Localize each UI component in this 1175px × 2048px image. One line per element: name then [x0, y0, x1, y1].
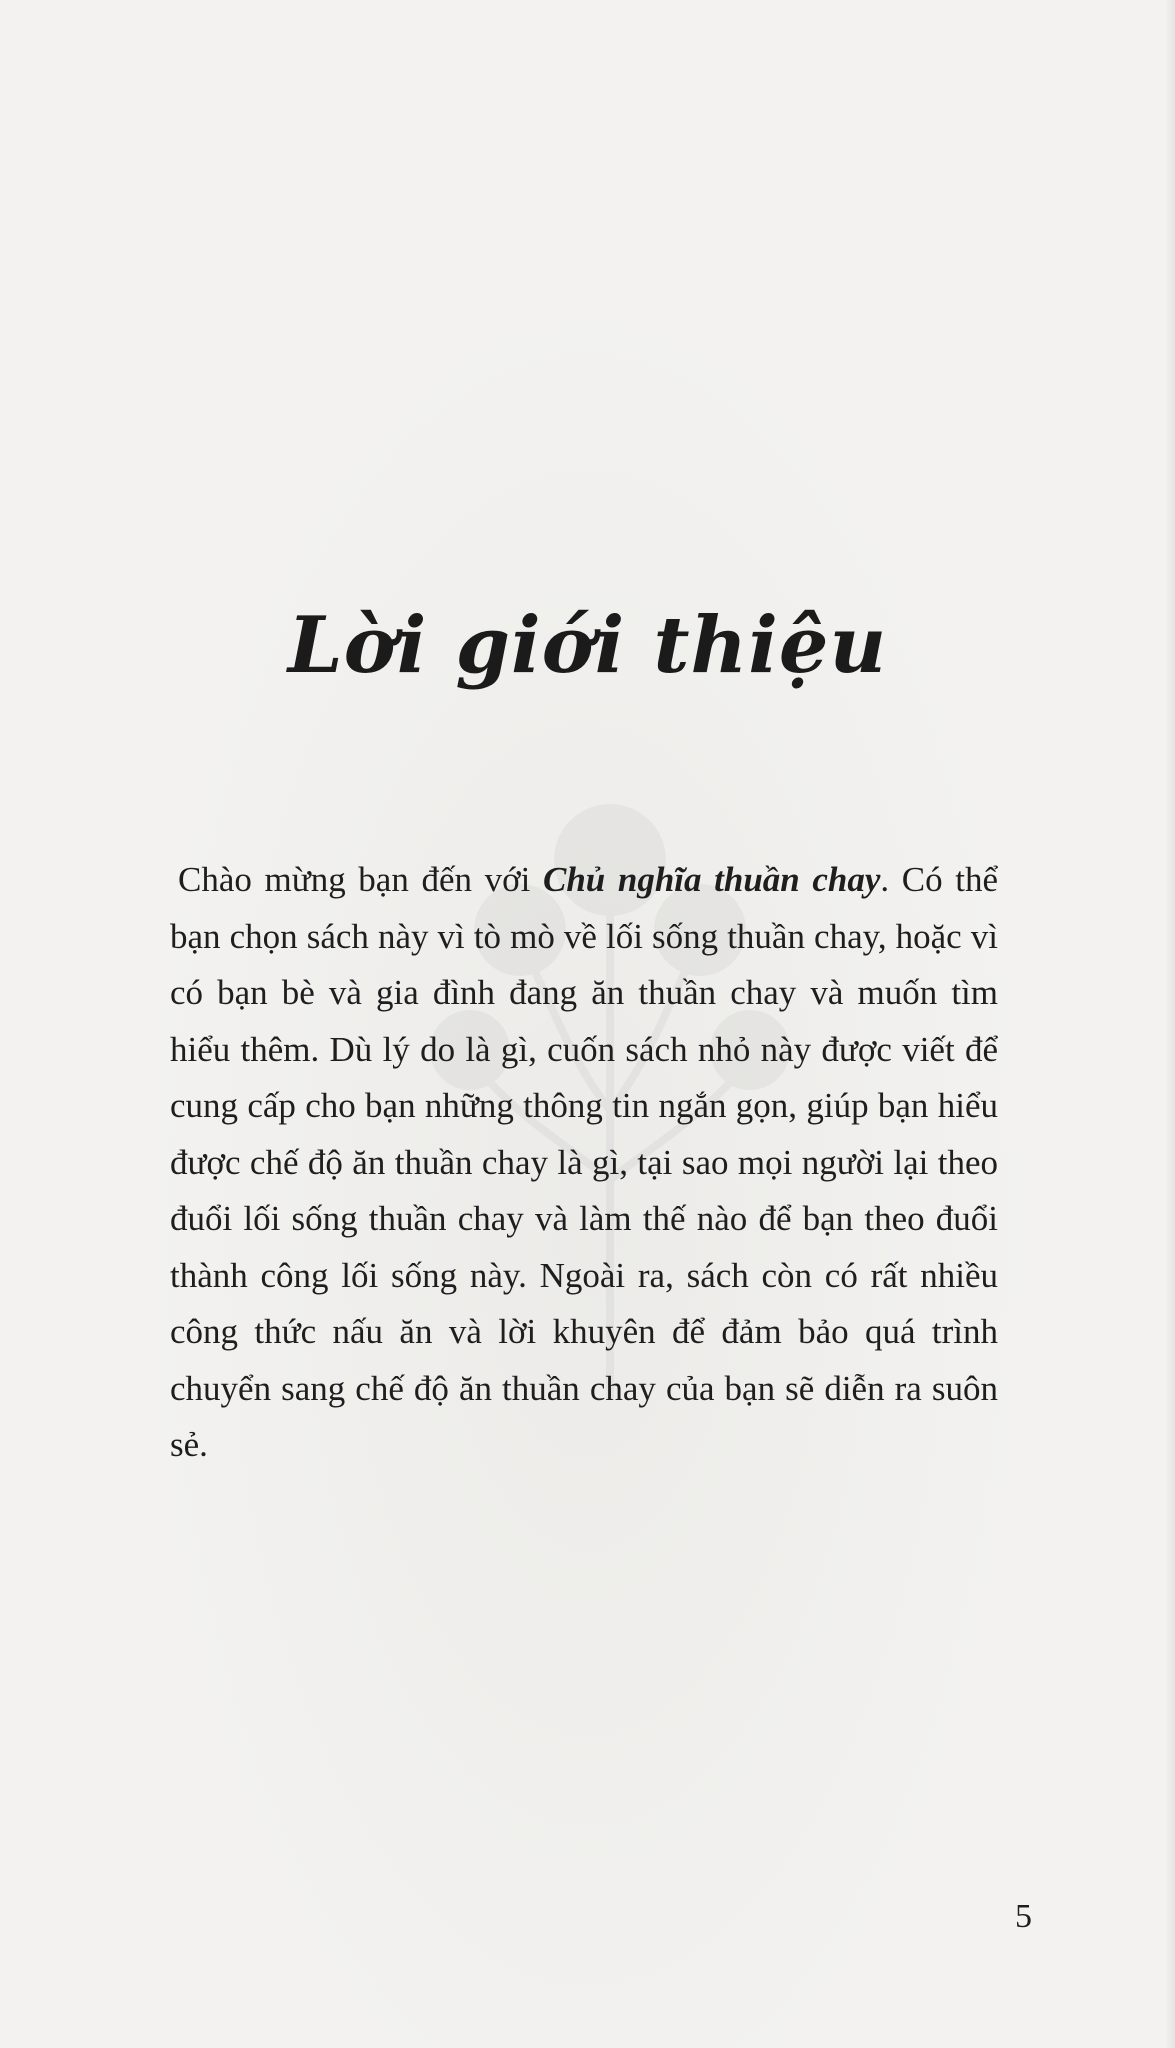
page-number: 5	[1015, 1898, 1032, 1935]
intro-rest: . Có thể bạn chọn sách này vì tò mò về lối sống thuần chay, hoặc vì có bạn bè và gia đình đang ăn thuần chay và muốn tìm hiểu thêm. Dù lý do là gì, cuốn sách nhỏ này được viết để cung cấp cho bạn những thông tin ngắn gọn, giúp bạn hiểu được chế độ ăn thuần chay là gì, tại sao mọi người lại theo đuổi lối sống thuần chay và làm thế nào để bạn theo đuổi thành công lối sống này. Ngoài ra, sách còn có rất nhiều công thức nấu ăn và lời khuyên để đảm bảo quá trình chuyển sang chế độ ăn thuần chay của bạn sẽ diễn ra suôn sẻ.	[170, 860, 998, 1464]
intro-paragraph	[170, 852, 998, 1474]
book-title: Chủ nghĩa thuần chay	[542, 860, 881, 899]
intro-lead: Chào mừng bạn đến với	[178, 860, 543, 899]
chapter-title: Lời giới thiệu	[287, 600, 888, 691]
